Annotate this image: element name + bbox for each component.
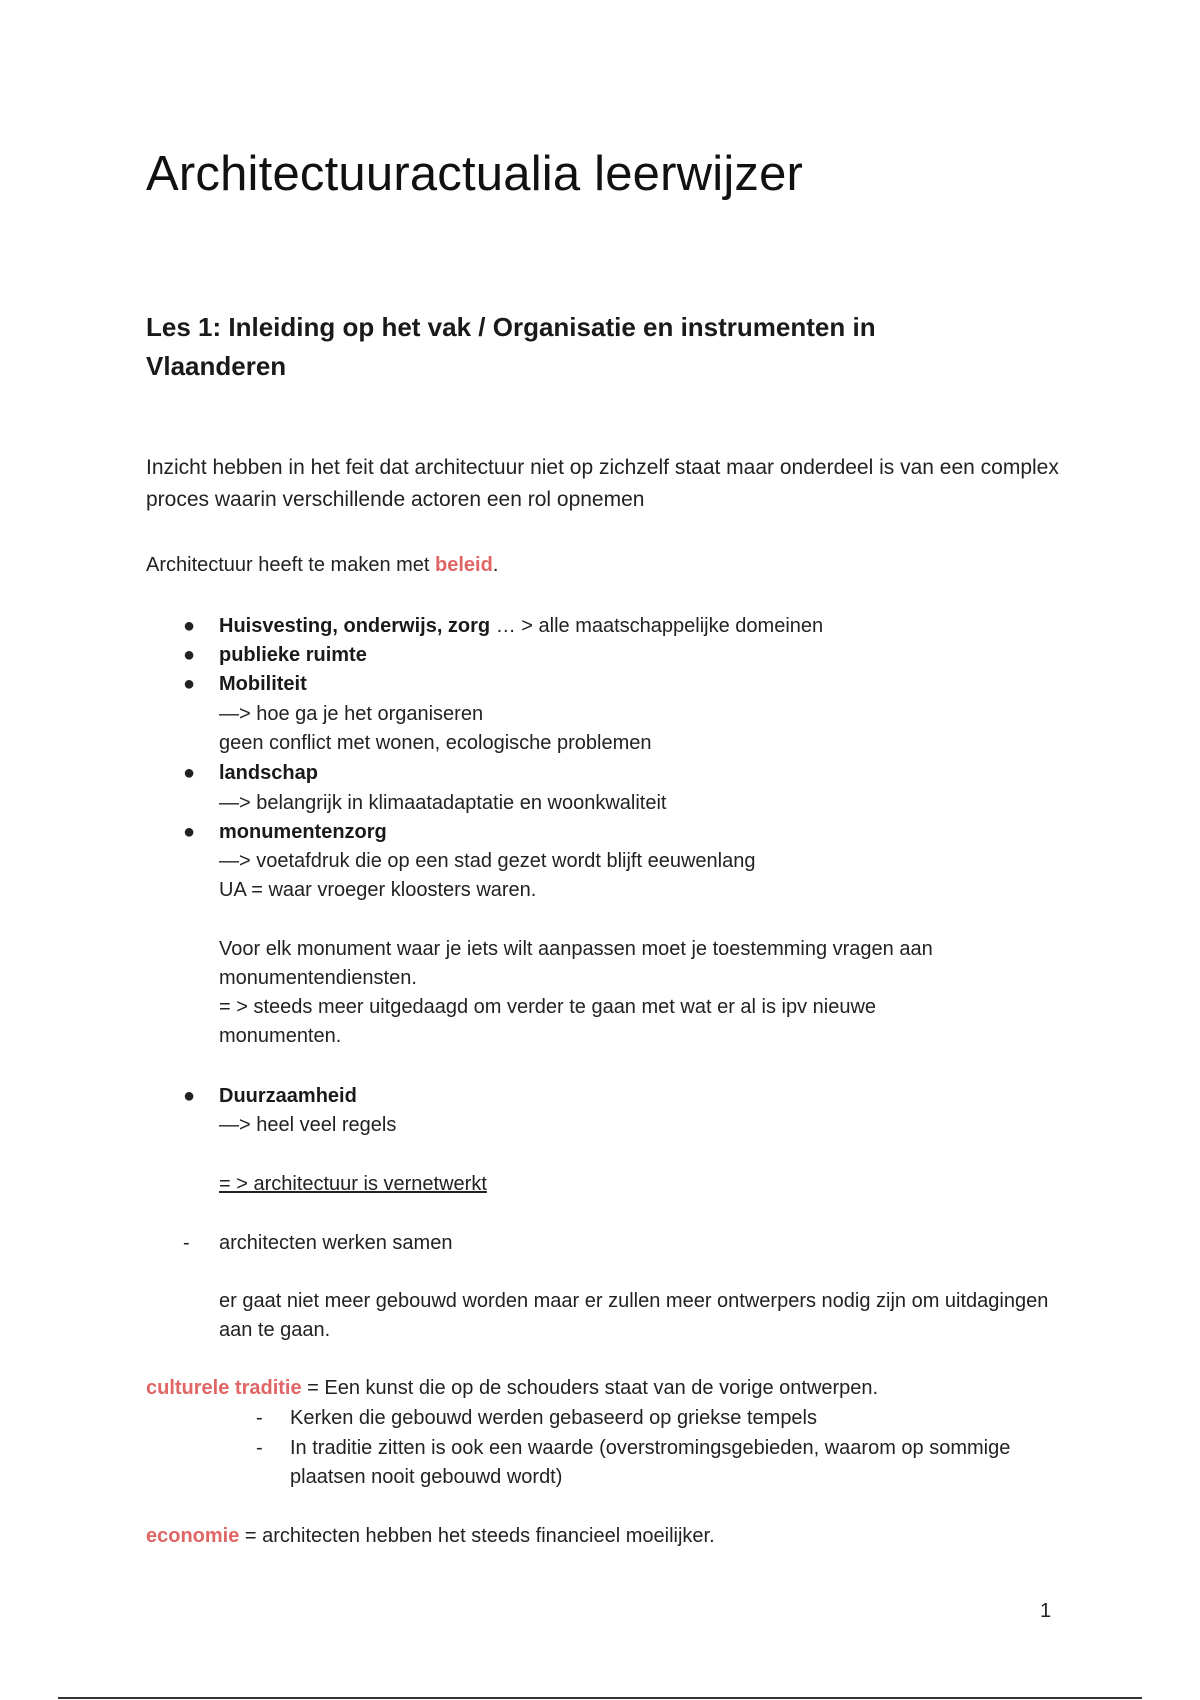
- huisvesting-rest: … > alle maatschappelijke domeinen: [490, 615, 824, 637]
- monumenten-note-4: = > steeds meer uitgedaagd om verder te gaan met wat er al is ipv nieuwe monumenten.: [219, 996, 877, 1047]
- bullet-icon: ●: [183, 644, 196, 666]
- list-item-huisvesting: [219, 612, 823, 641]
- monumenten-note-1: —> voetafdruk die op een stad gezet wordt blijft eeuwenlang: [219, 850, 756, 872]
- list-item-publieke-ruimte: publieke ruimte: [219, 644, 367, 666]
- document-title: Architectuuractualia leerwijzer: [146, 147, 804, 201]
- beleid-pre: Architectuur heeft te maken met: [146, 554, 436, 576]
- economie-def: = architecten hebben het steeds financieel moeilijker.: [239, 1525, 715, 1547]
- dash-item: architecten werken samen: [219, 1232, 453, 1254]
- vernetwerkt-conclusion: = > architectuur is vernetwerkt: [219, 1173, 487, 1195]
- mobiliteit-note-2: geen conflict met wonen, ecologische problemen: [219, 732, 652, 754]
- duurzaamheid-note-1: —> heel veel regels: [219, 1114, 397, 1136]
- bullet-icon: ●: [183, 1085, 196, 1107]
- page-number: 1: [1040, 1600, 1052, 1622]
- page-bottom-rule: [58, 1697, 1142, 1699]
- list-item-duurzaamheid: Duurzaamheid: [219, 1085, 357, 1107]
- huisvesting-bold: Huisvesting, onderwijs, zorg: [219, 615, 491, 637]
- bullet-icon: ●: [183, 762, 196, 784]
- cultureel-term: culturele traditie: [146, 1377, 302, 1399]
- dash-icon: -: [256, 1407, 263, 1429]
- bullet-icon: ●: [183, 673, 196, 695]
- mobiliteit-note-1: —> hoe ga je het organiseren: [219, 703, 484, 725]
- bullet-icon: ●: [183, 615, 196, 637]
- cultureel-def: = Een kunst die op de schouders staat van de vorige ontwerpen.: [301, 1377, 879, 1399]
- economie-definition: [146, 1522, 715, 1551]
- dash-icon: -: [183, 1232, 190, 1254]
- beleid-term: beleid: [435, 554, 493, 576]
- bullet-icon: ●: [183, 821, 196, 843]
- intro-paragraph: Inzicht hebben in het feit dat architectuur niet op zichzelf staat maar onderdeel is van een complex proces waarin verschillende actoren een rol opnemen: [146, 456, 1059, 511]
- beleid-line: [146, 551, 498, 580]
- cultureel-item-1: Kerken die gebouwd werden gebaseerd op griekse tempels: [290, 1407, 818, 1429]
- dash-paragraph: er gaat niet meer gebouwd worden maar er zullen meer ontwerpers nodig zijn om uitdagingen aan te gaan.: [219, 1290, 1049, 1341]
- list-item-mobiliteit: Mobiliteit: [219, 673, 307, 695]
- cultureel-item-2: In traditie zitten is ook een waarde (overstromingsgebieden, waarom op sommige plaatsen nooit gebouwd wordt): [290, 1437, 1011, 1488]
- dash-icon: -: [256, 1437, 263, 1459]
- beleid-post: .: [492, 554, 499, 576]
- lesson-heading: Les 1: Inleiding op het vak / Organisatie en instrumenten in Vlaanderen: [146, 312, 876, 381]
- cultureel-definition: [146, 1374, 1106, 1403]
- monumenten-note-3: Voor elk monument waar je iets wilt aanpassen moet je toestemming vragen aan monumentendiensten.: [219, 938, 933, 989]
- list-item-monumentenzorg: monumentenzorg: [219, 821, 387, 843]
- economie-term: economie: [146, 1525, 240, 1547]
- list-item-landschap: landschap: [219, 762, 318, 784]
- landschap-note-1: —> belangrijk in klimaatadaptatie en woonkwaliteit: [219, 792, 667, 814]
- monumenten-note-2: UA = waar vroeger kloosters waren.: [219, 879, 537, 901]
